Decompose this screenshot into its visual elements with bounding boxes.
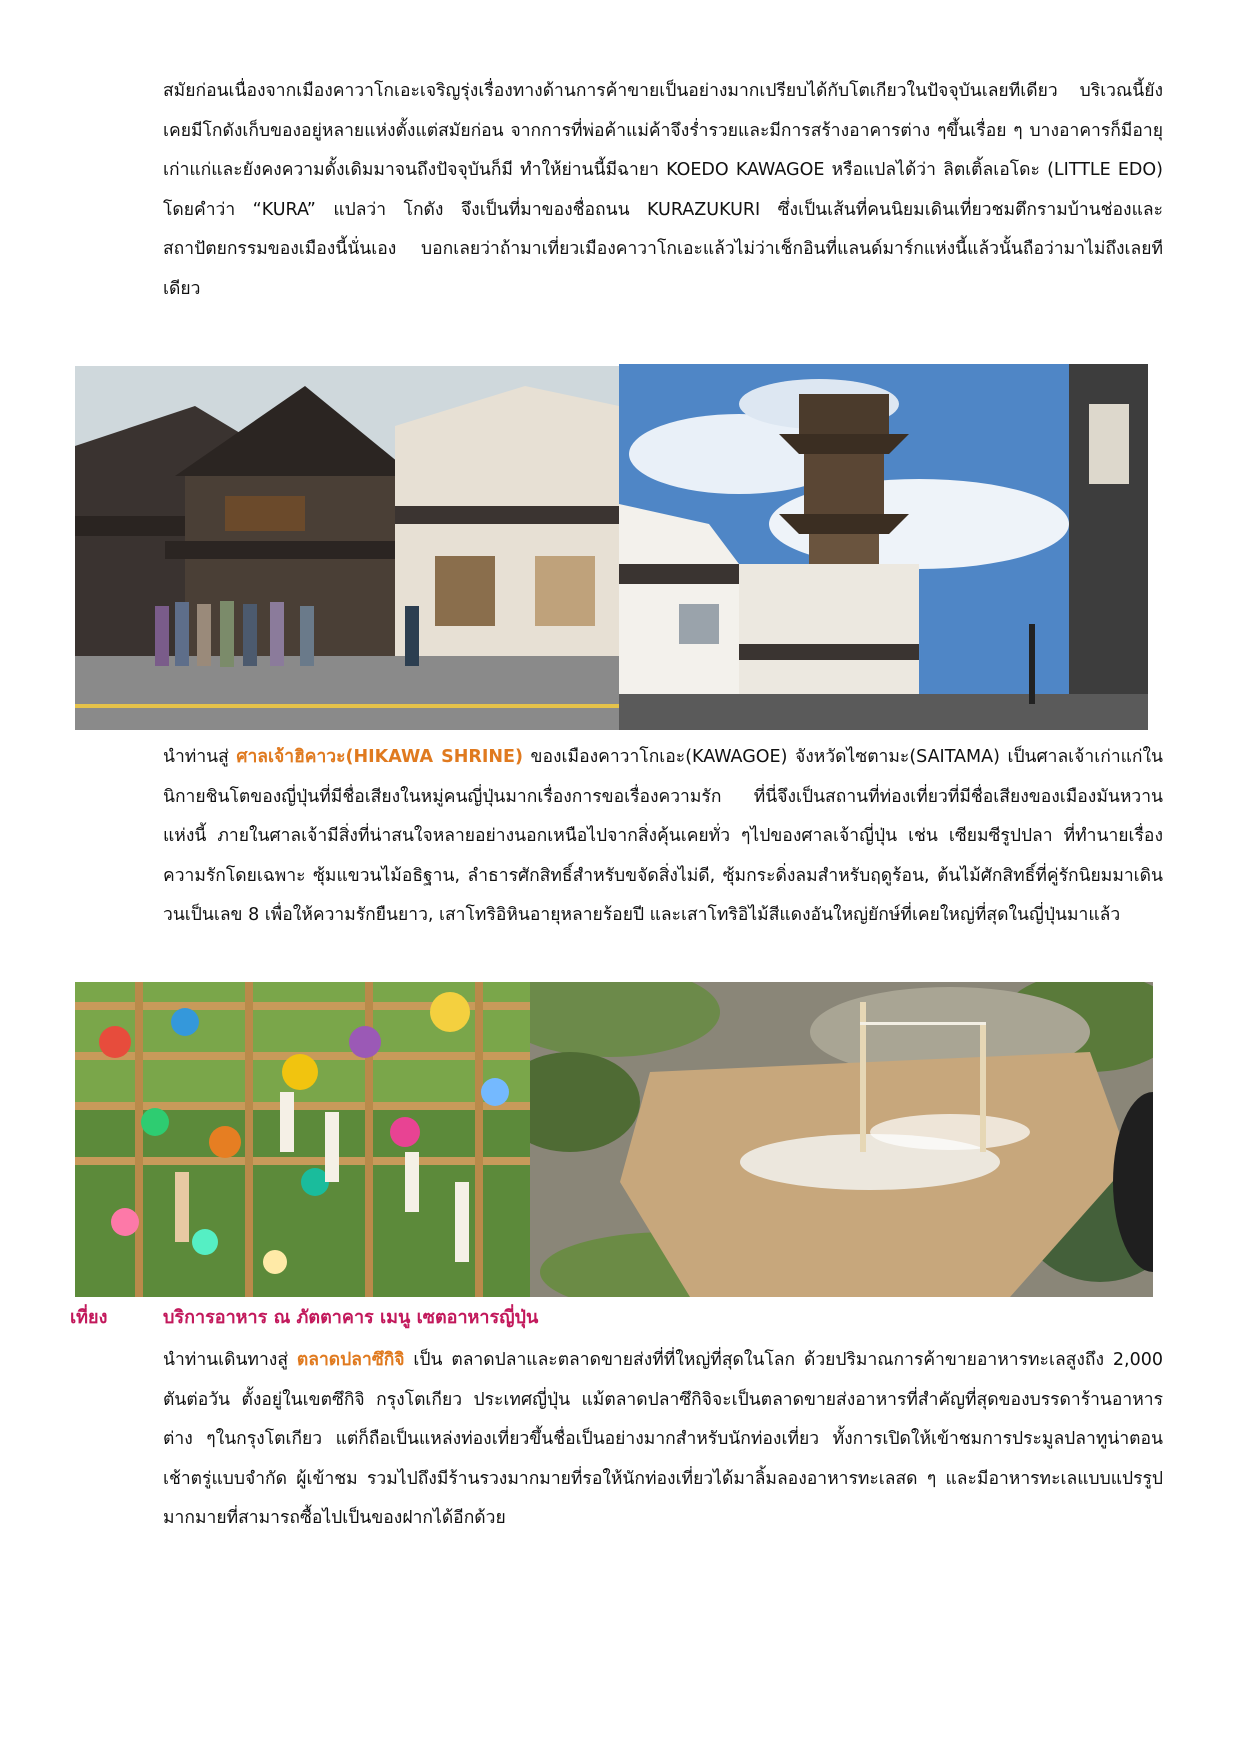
meal-description: บริการอาหาร ณ ภัตตาคาร เมนู เซตอาหารญี่ปุ่น <box>163 1307 539 1328</box>
kurazukuri-street-photo <box>75 366 619 730</box>
tsukiji-text: เป็น ตลาดปลาและตลาดขายส่งที่ที่ใหญ่ที่สุดในโลก ด้วยปริมาณการค้าขายอาหารทะเลสูงถึง 2,000 ตันต่อวัน ตั้งอยู่ในเขตซึกิจิ กรุงโตเกียว ประเทศญี่ปุ่น แม้ตลาดปลาซึกิจิจะเป็นตลาดขายส่งอาหารที่สำคัญที่สุดของบรรดาร้านอาหารต่าง ๆในกรุงโตเกียว แต่ก็ถือเป็นแหล่งท่องเที่ยวขึ้นชื่อเป็นอย่างมากสำหรับนักท่องเที่ยว ทั้งการเปิดให้เข้าชมการประมูลปลาทูน่าตอนเช้าตรู่แบบจำกัด ผู้เข้าชม รวมไปถึงมีร้านรวงมากมายที่รอให้นักท่องเที่ยวได้มาลิ้มลองอาหารทะเลสด ๆ และมีอาหารทะเลแบบแปรรูปมากมายที่สามารถซื้อไปเป็นของฝากได้อีกด้วย <box>163 1350 1163 1528</box>
hikawa-paragraph <box>163 738 1163 936</box>
hikawa-place-name: ศาลเจ้าฮิคาวะ(HIKAWA SHRINE) <box>236 747 523 767</box>
tsukiji-paragraph <box>163 1341 1163 1539</box>
time-bell-tower-photo <box>619 364 1148 730</box>
tsukiji-place-name: ตลาดปลาซึกิจิ <box>296 1350 405 1370</box>
hikawa-intro: นำท่านสู่ <box>163 747 237 767</box>
kurazukuri-paragraph <box>163 72 1163 309</box>
sacred-stream-photo <box>530 982 1153 1297</box>
meal-time-label: เที่ยง <box>70 1307 108 1328</box>
tsukiji-intro: นำท่านเดินทางสู่ <box>163 1350 297 1370</box>
kurazukuri-text: สมัยก่อนเนื่องจากเมืองคาวาโกเอะเจริญรุ่งเรื่องทางด้านการค้าขายเป็นอย่างมากเปรียบได้กับโตเกียวในปัจจุบันเลยทีเดียว บริเวณนี้ยังเคยมีโกดังเก็บของอยู่หลายแห่งตั้งแต่สมัยก่อน จากการที่พ่อค้าแม่ค้าจึงร่ำรวยและมีการสร้างอาคารต่าง ๆขึ้นเรื่อย ๆ บางอาคารก็มีอายุเก่าแก่และยังคงความดั้งเดิมมาจนถึงปัจจุบันก็มี ทำให้ย่านนี้มีฉายา KOEDO KAWAGOE หรือแปลได้ว่า ลิตเติ้ลเอโดะ (LITTLE EDO) โดยคำว่า “KURA” แปลว่า โกดัง จึงเป็นที่มาของชื่อถนน KURAZUKURI ซึ่งเป็นเส้นที่คนนิยมเดินเที่ยวชมตึกรามบ้านช่องและสถาปัตยกรรมของเมืองนี้นั่นเอง บอกเลยว่าถ้ามาเที่ยวเมืองคาวาโกเอะแล้วไม่ว่าเช็กอินที่แลนด์มาร์กแห่งนี้แล้วนั้นถือว่ามาไม่ถึงเลยทีเดียว <box>163 81 1163 299</box>
wind-chime-photo <box>75 982 530 1297</box>
hikawa-text: ของเมืองคาวาโกเอะ(KAWAGOE) จังหวัดไซตามะ(SAITAMA) เป็นศาลเจ้าเก่าแก่ในนิกายชินโตของญี่ปุ่นที่มีชื่อเสียงในหมู่คนญี่ปุ่นมากเรื่องการขอเรื่องความรัก ที่นี่จึงเป็นสถานที่ท่องเที่ยวที่มีชื่อเสียงของเมืองมันหวานแห่งนี้ ภายในศาลเจ้ามีสิ่งที่น่าสนใจหลายอย่างนอกเหนือไปจากสิ่งคุ้นเคยทั่ว ๆไปของศาลเจ้าญี่ปุ่น เช่น เซียมซีรูปปลา ที่ทำนายเรื่องความรักโดยเฉพาะ ซุ้มแขวนไม้อธิฐาน, ลำธารศักสิทธิ์สำหรับขจัดสิ่งไม่ดี, ซุ้มกระดิ่งลมสำหรับฤดูร้อน, ต้นไม้ศักสิทธิ์ที่คู่รักนิยมมาเดินวนเป็นเลข 8 เพื่อให้ความรักยืนยาว, เสาโทริอิหินอายุหลายร้อยปี และเสาโทริอิไม้สีแดงอันใหญ่ยักษ์ที่เคยใหญ่ที่สุดในญี่ปุ่นมาแล้ว <box>163 747 1164 925</box>
